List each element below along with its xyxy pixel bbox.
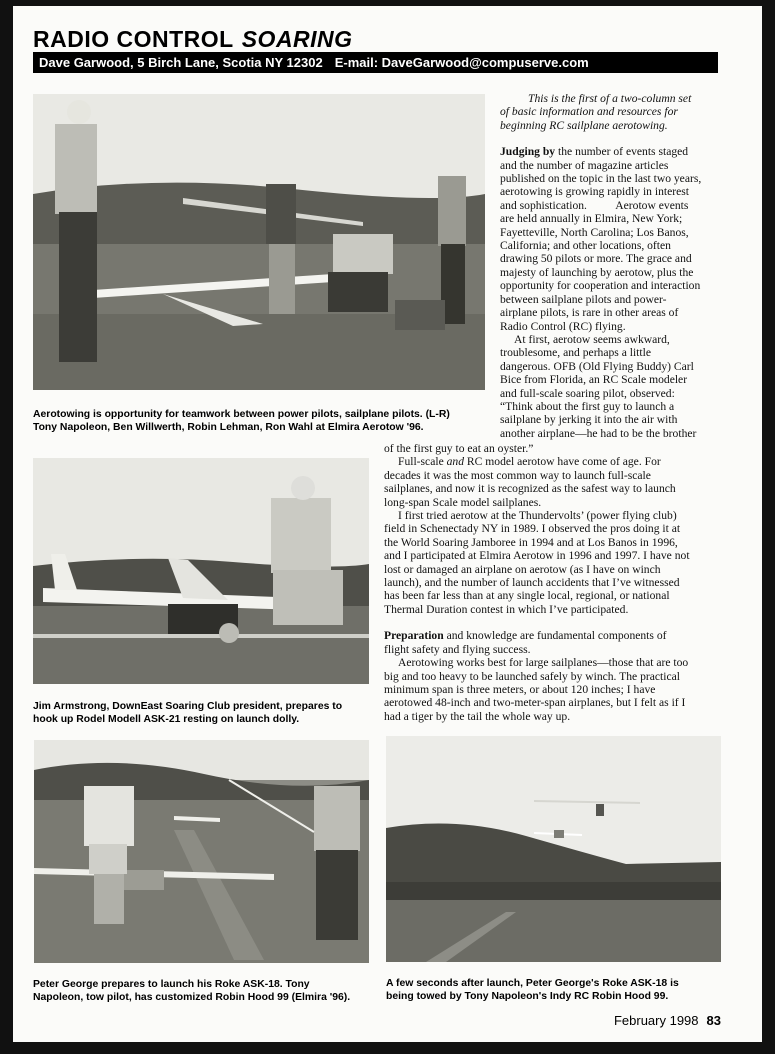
issue-date: February 1998 xyxy=(613,1013,699,1028)
article-wide-column xyxy=(384,442,734,723)
article-right-column xyxy=(500,92,725,440)
photo-peter-george-launch xyxy=(34,740,369,963)
judging-lead: Judging by xyxy=(500,145,556,159)
caption-peter-george-launch: Peter George prepares to launch his Roke ASK-18. Tony Napoleon, tow pilot, has customized Robin Hood 99 (Elmira '96). xyxy=(33,979,351,1003)
caption-towed-sailplane: A few seconds after launch, Peter George's Roke ASK-18 is being towed by Tony Napoleon's Indy RC Robin Hood 99. xyxy=(386,978,679,1002)
title-italic: SOARING xyxy=(241,26,353,52)
tried-paragraph: I first tried aerotow at the Thundervolts’ (power flying club) field in Schenectady NY in 1989. I observed the pros doing it at the World Soaring Jamboree in 1994 and at Los Banos in 1996, and I participated at Elmira Aerotow in 1996 and 1997. I have not lost or damaged an airplane on aerotow (as I have on winch launch), and the number of launch accidents that I’ve witnessed has been far less than at any single local, regional, or national Thermal Duration contest in which I’ve participated. xyxy=(384,509,690,616)
photo-towed-sailplane xyxy=(386,736,721,962)
page-number: 83 xyxy=(706,1013,721,1028)
photo-jim-armstrong-image xyxy=(33,458,369,684)
caption-aerotow-team: Aerotowing is opportunity for teamwork between power pilots, sailplane pilots. (L-R) Tony Napoleon, Ben Willwerth, Robin Lehman, Ron Wahl at Elmira Aerotow '96. xyxy=(33,409,450,433)
fullscale-paragraph: Full-scale and RC model aerotow have come of age. For decades it was the most common way to launch full-scale sailplanes, and now it is recognized as the safest way to launch long-span Scale model sailplanes. xyxy=(384,455,676,509)
first-paragraph: At first, aerotow seems awkward, troublesome, and perhaps a little dangerous. OFB (Old Flying Buddy) Carl Bice from Florida, an RC Scale modeler and full-scale soaring pilot, observed: “Think about the first guy to launch a sailplane by jerking it into the air with another airplane—he had to be the brother xyxy=(500,332,697,440)
photo-aerotow-team xyxy=(33,94,485,390)
aerotow-paragraph: Aerotowing works best for large sailplanes—those that are too big and too heavy to be launched safely by winch. The practical minimum span is three meters, or about 120 inches; I have aerotowed 48-inch and two-meter-span airplanes, but I felt as if I had a tiger by the tail the whole way up. xyxy=(384,656,689,723)
author-contact-bar xyxy=(33,52,718,73)
caption-jim-armstrong: Jim Armstrong, DownEast Soaring Club president, prepares to hook up Rodel Modell ASK-21 resting on launch dolly. xyxy=(33,701,343,725)
page-footer xyxy=(614,1013,721,1028)
preparation-paragraph: Preparation and knowledge are fundamental components of flight safety and flying success. xyxy=(384,629,667,656)
magazine-page xyxy=(13,6,762,1042)
intro-paragraph: This is the first of a two-column set of basic information and resources for beginning RC sailplane aerotowing. xyxy=(500,92,692,132)
photo-peter-george-launch-image xyxy=(34,740,369,963)
photo-towed-sailplane-image xyxy=(386,736,721,962)
column-title xyxy=(33,26,353,53)
author-email[interactable]: E-mail: DaveGarwood@compuserve.com xyxy=(334,55,589,70)
judging-paragraph: Judging by the number of events staged and the number of magazine articles published on the topic in the last two years, aerotowing is growing rapidly in interest and sophistication. Aerotow events are held annually in Elmira, New York; Fayetteville, North Carolina; Los Banos, California; and other locations, often drawing 50 pilots or more. The grace and majesty of launching by aerotow, plus the opportunity for cooperation and interaction between sailplane pilots and power- airplane pilots, is rare in other areas of Radio Control (RC) flying. xyxy=(500,145,702,333)
preparation-lead: Preparation xyxy=(384,629,444,643)
photo-aerotow-team-image xyxy=(33,94,485,390)
oyster-line: of the first guy to eat an oyster.” xyxy=(384,442,534,455)
photo-jim-armstrong xyxy=(33,458,369,684)
author-address: Dave Garwood, 5 Birch Lane, Scotia NY 12302 xyxy=(39,55,323,70)
title-main: RADIO CONTROL xyxy=(33,26,234,52)
